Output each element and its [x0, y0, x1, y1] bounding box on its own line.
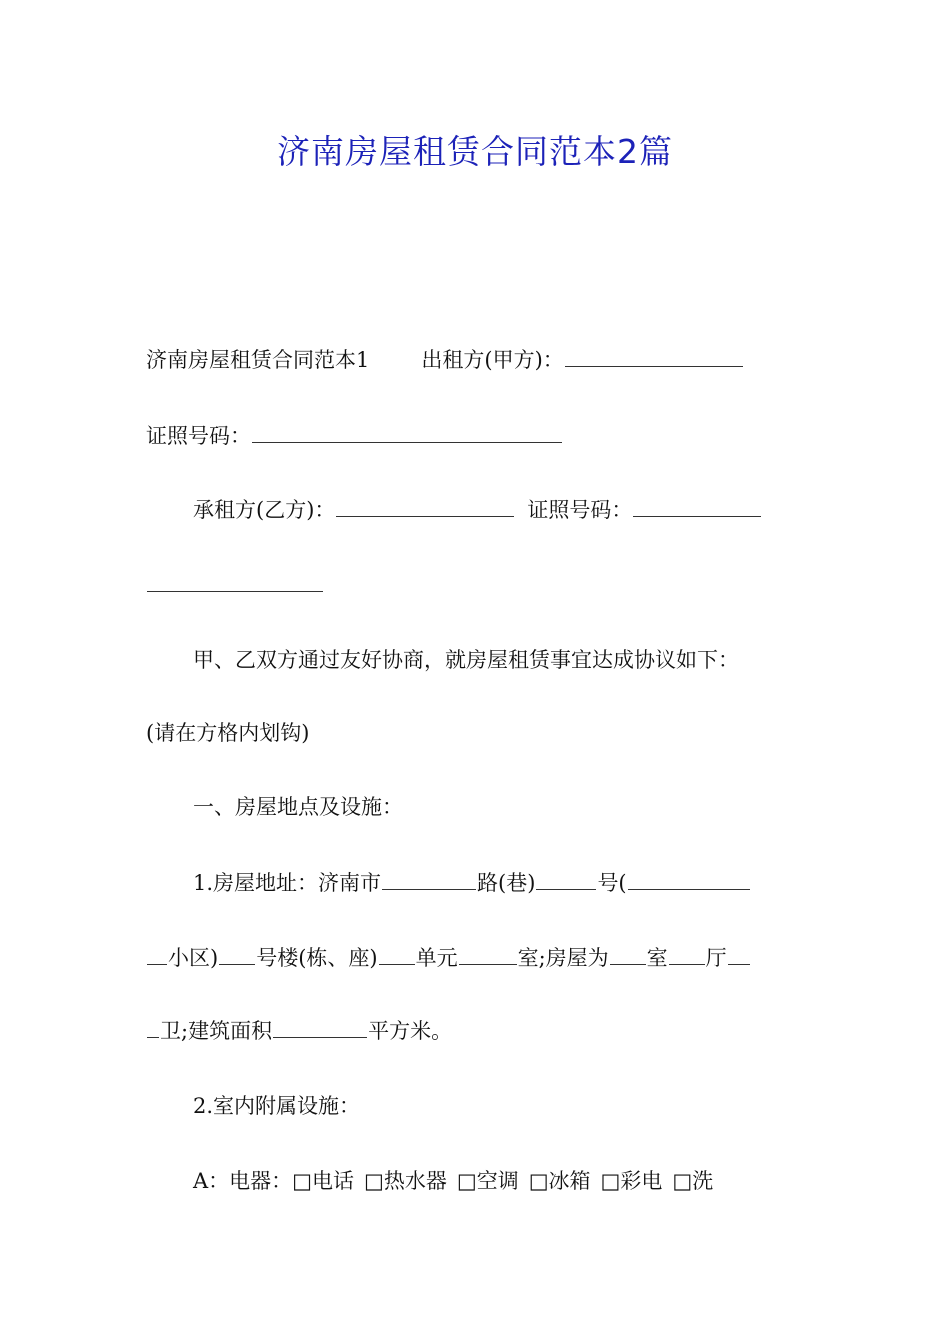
appliances-line [193, 1165, 813, 1197]
address-label: 1.房屋地址：济南市 [193, 871, 382, 895]
contract-subtitle: 济南房屋租赁合同范本1 [146, 348, 370, 372]
lessor-id-line [146, 420, 810, 452]
lessee-label: 承租方(乙方)： [193, 498, 336, 522]
appliance-washer-checkbox[interactable]: □洗 [672, 1169, 714, 1193]
appliance-phone-checkbox[interactable]: □电话 [292, 1169, 355, 1193]
appliance-water-heater-checkbox[interactable]: □热水器 [364, 1169, 447, 1193]
facilities-heading: 2.室内附属设施： [193, 1094, 361, 1118]
facilities-heading-line [193, 1090, 813, 1122]
lessor-blank[interactable] [565, 365, 743, 367]
building-label: 号楼(栋、座) [256, 946, 378, 970]
lessee-line [193, 494, 813, 526]
area-unit: 平方米。 [368, 1019, 453, 1043]
lessee-id-blank[interactable] [633, 515, 761, 517]
unit-blank[interactable] [379, 963, 415, 965]
area-label: 卫;建筑面积 [160, 1019, 273, 1043]
hall-label: 厅 [705, 946, 727, 970]
bath-count-blank-continued[interactable] [147, 1036, 159, 1038]
community-blank-continued[interactable] [147, 963, 167, 965]
appliance-air-conditioner-checkbox[interactable]: □空调 [456, 1169, 519, 1193]
lessor-id-label: 证照号码： [146, 424, 251, 448]
lessee-id-continuation-line [146, 569, 810, 601]
agreement-intro-line [193, 644, 813, 676]
number-blank[interactable] [536, 888, 596, 890]
road-label: 路(巷) [477, 871, 536, 895]
lessee-id-blank-continued[interactable] [147, 590, 323, 592]
bath-count-blank[interactable] [728, 963, 750, 965]
section-heading-line [193, 791, 813, 823]
instruction-line [146, 717, 810, 749]
agreement-intro: 甲、乙双方通过友好协商，就房屋租赁事宜达成协议如下： [193, 648, 739, 672]
hall-count-blank[interactable] [669, 963, 705, 965]
area-blank[interactable] [273, 1036, 367, 1038]
lessor-label: 出租方(甲方)： [421, 348, 564, 372]
bedroom-count-blank[interactable] [610, 963, 646, 965]
room-blank[interactable] [459, 963, 517, 965]
unit-line [146, 942, 810, 974]
lessor-line [146, 344, 810, 376]
community-label: 小区) [168, 946, 219, 970]
lessee-blank[interactable] [336, 515, 514, 517]
checkbox-instruction: (请在方格内划钩) [146, 721, 310, 745]
address-line [193, 867, 813, 899]
area-line [146, 1015, 810, 1047]
section-1-heading: 一、房屋地点及设施： [193, 795, 403, 819]
room-layout-label: 室;房屋为 [517, 946, 609, 970]
appliance-fridge-checkbox[interactable]: □冰箱 [528, 1169, 591, 1193]
building-blank[interactable] [219, 963, 255, 965]
appliance-tv-checkbox[interactable]: □彩电 [600, 1169, 663, 1193]
lessee-id-label: 证照号码： [527, 498, 633, 522]
number-label: 号( [597, 871, 627, 895]
document-title: 济南房屋租赁合同范本2篇 [277, 132, 673, 171]
lessor-id-blank[interactable] [252, 441, 562, 443]
unit-label: 单元 [415, 946, 458, 970]
appliances-label: A：电器： [193, 1169, 293, 1193]
bedroom-label: 室 [646, 946, 668, 970]
road-blank[interactable] [382, 888, 476, 890]
community-blank[interactable] [628, 888, 750, 890]
